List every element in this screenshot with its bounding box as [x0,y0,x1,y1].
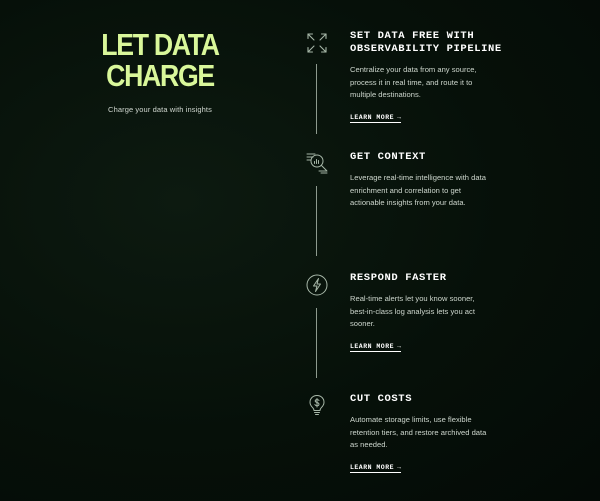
learn-more-link[interactable] [350,464,401,473]
arrow-right-icon: → [397,342,402,350]
learn-more-link[interactable] [350,114,401,123]
dollar-bulb-icon [305,393,329,417]
arrow-right-icon: → [397,463,402,471]
page-title: LET DATA CHARGE [101,27,219,93]
timeline-connector [316,308,317,378]
lightning-bolt-icon [305,273,329,297]
feature-title: GET CONTEXT [350,151,426,163]
feature-description: Real-time alerts let you know sooner, best-in-class log analysis lets you act sooner. [350,294,475,328]
learn-more-link[interactable] [350,343,401,352]
feature-get-context [350,151,520,210]
page-subtitle: Charge your data with insights [108,105,212,114]
feature-title: RESPOND FASTER [350,272,447,284]
feature-title: SET DATA FREE WITH OBSERVABILITY PIPELINE [350,30,502,55]
timeline-connector [316,186,317,256]
learn-more-label: LEARN MORE [350,342,395,350]
timeline-connector [316,64,317,134]
expand-arrows-icon [305,31,329,55]
learn-more-label: LEARN MORE [350,463,395,471]
feature-description: Centralize your data from any source, process it in real time, and route it to multiple destinations. [350,65,477,99]
learn-more-label: LEARN MORE [350,113,395,121]
magnify-chart-icon [305,151,329,175]
feature-cut-costs [350,393,520,474]
feature-title: CUT COSTS [350,393,413,405]
feature-description: Leverage real-time intelligence with data enrichment and correlation to get actionable insights from your data. [350,173,486,207]
feature-description: Automate storage limits, use flexible retention tiers, and restore archived data as needed. [350,415,487,449]
feature-observability-pipeline [350,30,520,124]
arrow-right-icon: → [397,113,402,121]
feature-respond-faster [350,272,520,353]
